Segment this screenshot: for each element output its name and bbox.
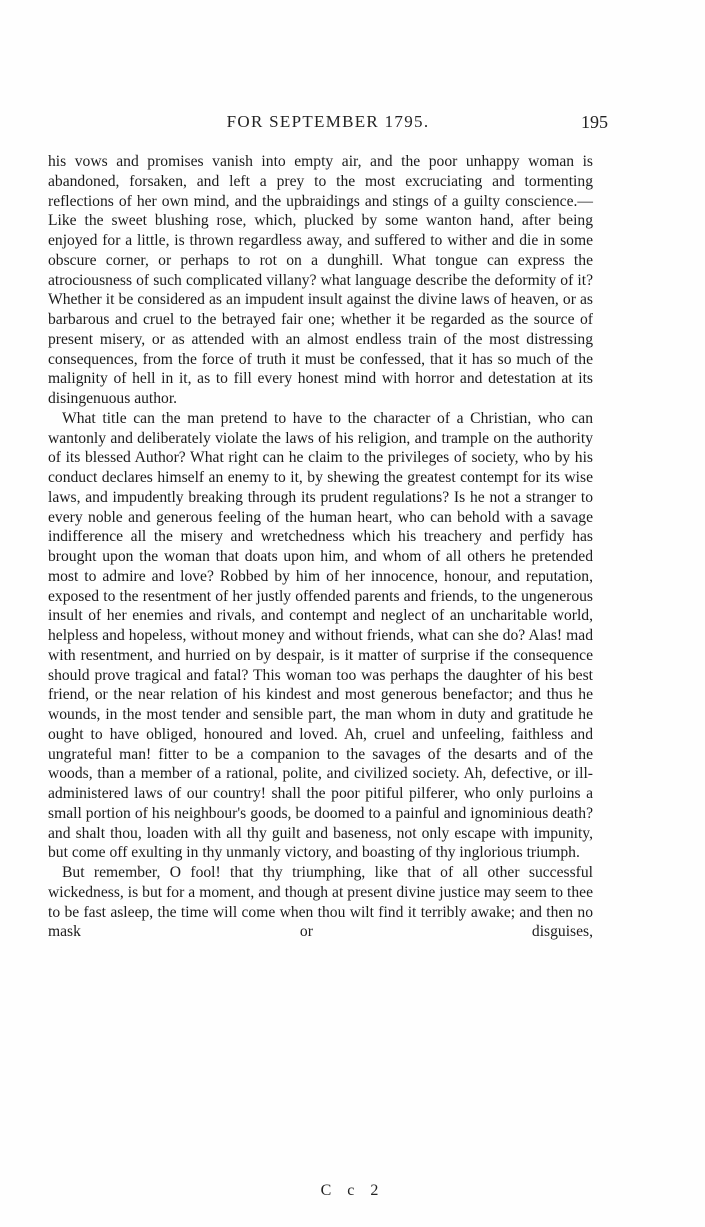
paragraph-2: What title can the man pretend to have to the character of a Christian, who can wantonly and deliberately violate the laws of his religion, and trample on the authority of its blessed Author? What right can he claim to the privileges of society, who by his conduct declares himself an enemy to it, by shewing the greatest contempt for its wise laws, and impudently breaking through its prudent regulations? Is he not a stranger to every noble and generous feeling of the human heart, who can behold with a savage indifference all the misery and wretchedness which his treachery and perfidy has brought upon the woman that doats upon him, and whom of all others he pretended most to admire and love? Robbed by him of her innocence, honour, and reputation, exposed to the resentment of her justly offended parents and friends, to the ungenerous insult of her enemies and rivals, and contempt and neglect of an uncharitable world, helpless and hopeless, without money and without friends, what can she do? Alas! mad with resentment, and hurried on by despair, is it matter of surprise if the consequence should prove tragical and fatal? This woman too was perhaps the daughter of his best friend, or the near relation of his kindest and most generous benefactor; and thus he wounds, in the most tender and sensible part, the man whom in duty and gratitude he ought to have obliged, honoured and loved. Ah, cruel and unfeeling, faithless and ungrateful man! fitter to be a companion to the savages of the desarts and of the woods, than a member of a rational, polite, and civilized society. Ah, defective, or ill-administered laws of our country! shall the poor pitiful pilferer, who only purloins a small portion of his neighbour's goods, be doomed to a painful and ignominious death? and shalt thou, loaden with all thy guilt and baseness, not only escape with impunity, but come off exulting in thy unmanly victory, and boasting of thy inglorious triumph. <box>48 409 593 862</box>
paragraph-3: But remember, O fool! that thy triumphing, like that of all other successful wickedness, is but for a moment, and though at present divine justice may seem to thee to be fast asleep, the time will come when thou wilt find it terribly awake; and then no mask or disguises, <box>48 864 593 941</box>
paragraph-1: his vows and promises vanish into empty air, and the poor unhappy woman is abandoned, forsaken, and left a prey to the most excruciating and tormenting reflections of her own mind, and the upbraidings and stings of a guilty conscience.—Like the sweet blushing rose, which, plucked by some wanton hand, after being enjoyed for a little, is thrown regardless away, and suffered to wither and die in some obscure corner, or perhaps to rot on a dunghill. What tongue can express the atrociousness of such complicated villany? what language describe the deformity of it? Whether it be considered as an impudent insult against the divine laws of heaven, or as barbarous and cruel to the betrayed fair one; whether it be regarded as the source of present misery, or as attended with an almost endless train of the most distressing consequences, from the force of truth it must be confessed, that it has so much of the malignity of hell in it, as to fill every honest mind with horror and detestation at its disingenuous author. <box>48 153 593 407</box>
page-header <box>48 112 608 138</box>
running-head: FOR SEPTEMBER 1795. <box>226 112 430 131</box>
page-number: 195 <box>581 112 608 132</box>
body-text <box>48 152 593 942</box>
signature-mark: C c 2 <box>320 1182 385 1199</box>
